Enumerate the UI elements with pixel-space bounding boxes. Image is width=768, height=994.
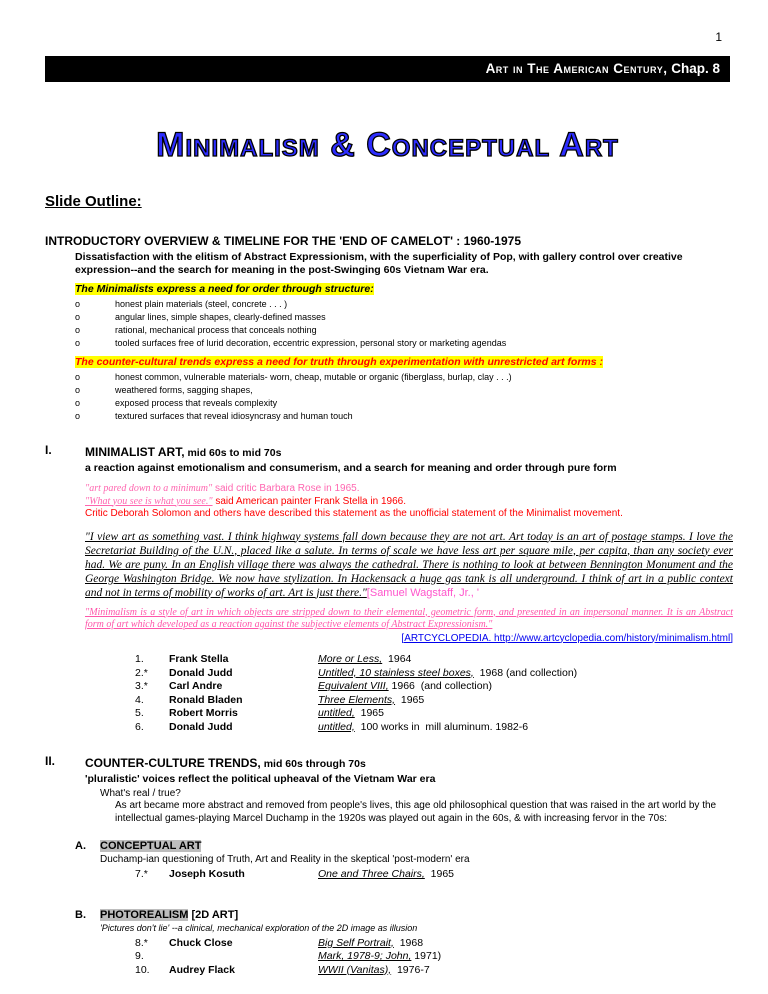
work-artist: [169, 950, 318, 964]
solomon-note: Critic Deborah Solomon and others have described this statement as the unofficial statement of the Minimalist movement.: [85, 508, 623, 519]
bullet-text: textured surfaces that reveal idiosyncrasy and human touch: [115, 411, 353, 421]
work-title: Equivalent VIII,: [318, 680, 389, 692]
page-number: 1: [715, 30, 722, 44]
work-title-line: [318, 721, 528, 735]
work-details: 1971): [411, 950, 442, 962]
section-1-title-suffix: mid 60s to mid 70s: [184, 447, 282, 459]
subsection-b-title: PHOTOREALISM: [100, 908, 189, 921]
rose-quote-attribution: said critic Barbara Rose in 1965.: [212, 483, 360, 494]
section-1-subtitle: a reaction against emotionalism and consumerism, and a search for meaning and order through pure form: [85, 462, 617, 474]
counter-culture-lead-highlight: The counter-cultural trends express a need for truth through experimentation with unrestricted art forms :: [75, 356, 603, 368]
work-title: Untitled, 10 stainless steel boxes,: [318, 666, 474, 679]
definition-source-line: [85, 633, 733, 646]
section-2-title-block: [85, 754, 435, 786]
bullet-text: rational, mechanical process that conceals nothing: [115, 325, 317, 335]
work-title: One and Three Chairs,: [318, 868, 425, 880]
section-2-subtitle: 'pluralistic' voices reflect the political upheaval of the Vietnam War era: [85, 773, 436, 785]
work-title-line: [318, 964, 430, 978]
section-1-heading: [45, 443, 730, 475]
quote-line: [85, 483, 730, 496]
work-title-line: [318, 937, 423, 951]
work-artist: Joseph Kosuth: [169, 868, 245, 880]
bullet-item: [75, 337, 730, 350]
bullet-marker-icon: [75, 311, 115, 324]
rose-quote: "art pared down to a minimum": [85, 483, 213, 494]
work-row: [135, 653, 730, 667]
work-title: untitled,: [318, 720, 355, 733]
work-artist: Donald Judd: [169, 720, 233, 733]
subsection-b-title-suffix: [2D ART]: [188, 908, 239, 921]
subsection-b-letter: B.: [75, 908, 86, 921]
section-2-paragraph: As art became more abstract and removed from people's lives, this age old philosophical question that was raised in the art world by the intellectual games-playing Marcel Duchamp in the 1920s was played out again in the 60s, & with increasing fervor in the 70s:: [115, 800, 717, 824]
work-row: [135, 694, 730, 708]
counter-culture-bullet-list: [45, 371, 730, 423]
section-1-title-block: [85, 443, 617, 475]
work-row: [135, 680, 730, 694]
banner-title: Art in The American Century,: [485, 61, 668, 76]
slide-outline-label: Slide Outline:: [45, 193, 142, 210]
work-details: 1968 (and collection): [473, 666, 578, 679]
work-details: 1965: [395, 693, 425, 706]
stella-quote-attribution: said American painter Frank Stella in 1966.: [212, 495, 406, 507]
minimalist-bullet-list: [45, 298, 730, 350]
work-details: 1965: [424, 868, 455, 880]
work-details: 1968: [393, 936, 424, 949]
work-artist: Audrey Flack: [169, 963, 235, 976]
bullet-marker-icon: [75, 324, 115, 337]
bullet-marker-icon: [75, 397, 115, 410]
work-row: [135, 950, 730, 964]
header-banner: [45, 56, 730, 82]
bullet-marker-icon: [75, 298, 115, 311]
work-artist: Frank Stella: [169, 653, 229, 665]
critic-quotes: [85, 483, 730, 521]
work-details: 1965: [354, 707, 384, 719]
artcyclopedia-link[interactable]: [ARTCYCLOPEDIA. http://www.artcyclopedia.com/history/minimalism.html]: [401, 632, 733, 644]
counter-culture-lead-row: [75, 355, 730, 369]
work-number: 9.: [135, 950, 144, 962]
work-number: 8.*: [135, 936, 148, 949]
bullet-marker-icon: [75, 371, 115, 384]
minimalism-definition-text: "Minimalism is a style of art in which objects are stripped down to their elemental, geometric form, and presented in an impersonal manner. It is an Abstract form of art which developed as a reaction against the subjective elements of Abstract Expressionism.": [85, 606, 733, 630]
wagstaff-attribution: [Samuel Wagstaff, Jr., ': [366, 586, 479, 599]
section-2-question: What's real / true?: [100, 788, 181, 799]
work-number: 4.: [135, 693, 144, 706]
subsection-b-heading: [75, 908, 730, 922]
bullet-item: [75, 298, 730, 311]
subsection-a: [45, 839, 730, 882]
work-title: untitled,: [318, 707, 355, 719]
work-title: Mark, 1978-9; John,: [318, 950, 412, 962]
document-title: Minimalism & Conceptual Art: [156, 126, 619, 164]
work-number: 2.*: [135, 666, 148, 679]
intro-heading: INTRODUCTORY OVERVIEW & TIMELINE FOR THE 'END OF CAMELOT' : 1960-1975: [45, 234, 521, 248]
subsection-b-title-block: [100, 908, 238, 922]
work-details: 1964: [382, 653, 412, 665]
work-artist: Chuck Close: [169, 936, 233, 949]
bullet-text: exposed process that reveals complexity: [115, 398, 278, 408]
work-artist: Robert Morris: [169, 707, 238, 719]
work-row: [135, 868, 730, 882]
work-title-line: [318, 667, 577, 681]
subsection-a-works-list: [135, 868, 730, 882]
work-title: WWII (Vanitas),: [318, 963, 392, 976]
work-artist: Donald Judd: [169, 666, 233, 679]
subsection-a-lead: Duchamp-ian questioning of Truth, Art and Reality in the skeptical 'post-modern' era: [100, 854, 470, 865]
work-number: 3.*: [135, 680, 148, 692]
work-title: Three Elements,: [318, 693, 396, 706]
quote-line: [85, 496, 730, 509]
section-1-works-list: [135, 653, 730, 734]
subsection-a-title: CONCEPTUAL ART: [100, 840, 202, 852]
minimalist-lead-highlight: The Minimalists express a need for order through structure:: [75, 283, 374, 295]
bullet-item: [75, 410, 730, 423]
subsection-b: [45, 908, 730, 978]
intro-lede: Dissatisfaction with the elitism of Abstract Expressionism, with the superficiality of Pop, with gallery control over creative expression--and the search for meaning in the post-Swinging 60s Vietnam War era.: [75, 251, 683, 276]
subsection-a-title-block: [100, 839, 201, 853]
work-number: 6.: [135, 720, 144, 733]
work-row: [135, 667, 730, 681]
bullet-text: honest plain materials (steel, concrete . . . ): [115, 299, 288, 309]
work-title-line: [318, 694, 424, 708]
bullet-item: [75, 371, 730, 384]
work-title-line: [318, 950, 441, 964]
bullet-item: [75, 311, 730, 324]
work-row: [135, 707, 730, 721]
bullet-text: angular lines, simple shapes, clearly-defined masses: [115, 312, 326, 322]
section-2-heading: [45, 754, 730, 786]
work-details: 1976-7: [391, 963, 430, 976]
work-title-line: [318, 707, 384, 721]
bullet-text: weathered forms, sagging shapes,: [115, 385, 253, 395]
bullet-item: [75, 384, 730, 397]
section-1-title: MINIMALIST ART,: [85, 445, 185, 459]
work-title: More or Less,: [318, 653, 383, 665]
work-title-line: [318, 680, 492, 694]
work-row: [135, 721, 730, 735]
wagstaff-quote-paragraph: [85, 530, 733, 600]
work-title-line: [318, 653, 411, 667]
section-2-numeral: II.: [45, 754, 56, 768]
bullet-marker-icon: [75, 337, 115, 350]
subsection-a-heading: [75, 839, 730, 853]
section-2-title-suffix: mid 60s through 70s: [260, 758, 366, 770]
work-row: [135, 937, 730, 951]
work-number: 10.: [135, 963, 150, 976]
wagstaff-quote-text: "I view art as something vast. I think highway systems fall down because they are not art. Art today is an art of postage stamps. I love the Secretariat Building of the U.N., placed like a salute. In terms of scale we have less art per square mile, per capita, than any society ever had. We are puny. In an English village there was always the cathedral. There is nothing to look at between Bennington Monument and the George Washington Bridge. We now have stylization. In Hackensack a huge gas tank is all underground. I think of art in a public context and not in terms of mobility of works of art. Art is just there.": [85, 530, 733, 599]
work-artist: Ronald Bladen: [169, 693, 243, 706]
work-row: [135, 964, 730, 978]
work-title: Big Self Portrait,: [318, 936, 394, 949]
section-2-title: COUNTER-CULTURE TRENDS,: [85, 756, 261, 770]
bullet-marker-icon: [75, 410, 115, 423]
subsection-a-letter: A.: [75, 840, 86, 852]
work-number: 5.: [135, 707, 144, 719]
section-1-numeral: I.: [45, 443, 52, 457]
work-details: 1966 (and collection): [388, 680, 492, 692]
work-title-line: [318, 868, 454, 882]
bullet-item: [75, 397, 730, 410]
bullet-text: honest common, vulnerable materials- worn, cheap, mutable or organic (fiberglass, burlap, clay . . .): [115, 372, 512, 382]
minimalist-lead-row: [75, 282, 730, 296]
work-details: 100 works in mill aluminum. 1982-6: [354, 720, 529, 733]
stella-quote: "What you see is what you see.": [85, 495, 213, 507]
minimalism-definition-block: [85, 607, 733, 646]
bullet-marker-icon: [75, 384, 115, 397]
subsection-b-lead: 'Pictures don't lie' --a clinical, mechanical exploration of the 2D image as illusion: [100, 922, 418, 933]
bullet-text: tooled surfaces free of lurid decoration, eccentric expression, personal story or marketing agendas: [115, 338, 507, 348]
banner-chapter: Chap. 8: [667, 61, 720, 76]
bullet-item: [75, 324, 730, 337]
section-1-body: [85, 483, 733, 645]
work-number: 7.*: [135, 868, 148, 880]
work-artist: Carl Andre: [169, 680, 223, 692]
work-number: 1.: [135, 653, 144, 665]
subsection-b-works-list: [135, 937, 730, 978]
